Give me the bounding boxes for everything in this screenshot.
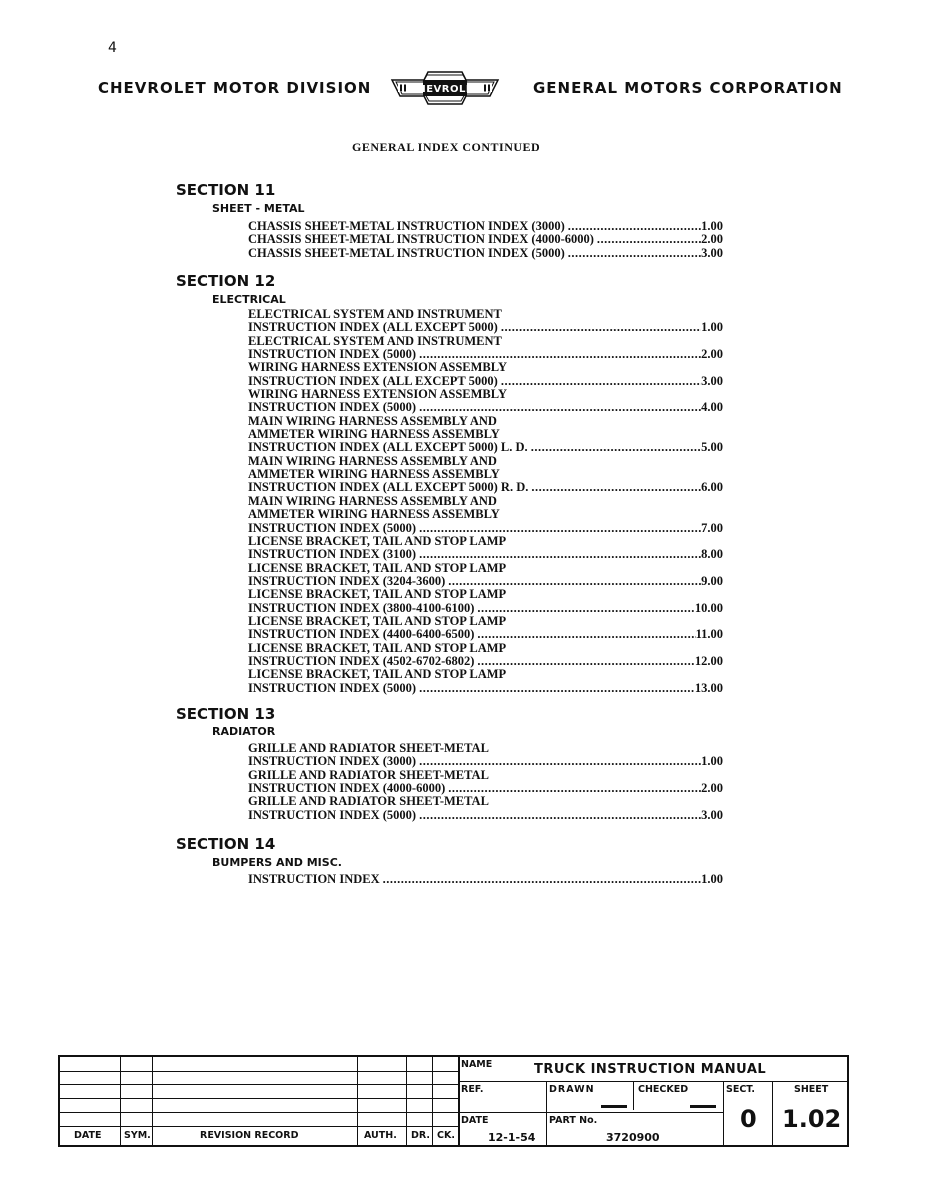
svg-text:CHEVROLET: CHEVROLET [409, 84, 481, 95]
entry-text: INSTRUCTION INDEX (ALL EXCEPT 5000) R. D. [248, 481, 529, 495]
entry-page-number: 1.00 [701, 873, 723, 886]
entry-text: ELECTRICAL SYSTEM AND INSTRUMENT [248, 308, 502, 321]
entry-text: MAIN WIRING HARNESS ASSEMBLY AND [248, 494, 497, 508]
entry-text: LICENSE BRACKET, TAIL AND STOP LAMP [248, 561, 507, 575]
dot-leader [380, 873, 702, 886]
index-entry-line [248, 742, 723, 755]
index-entry-line [248, 682, 723, 695]
dot-leader [416, 548, 701, 561]
index-entry-line [248, 642, 723, 655]
dot-leader [416, 682, 695, 695]
section-entries [248, 873, 723, 886]
dot-leader [498, 375, 701, 388]
entry-text: MAIN WIRING HARNESS ASSEMBLY AND [248, 414, 497, 428]
rev-sym-label: SYM. [124, 1130, 151, 1141]
section-title: SECTION 11 [176, 181, 276, 199]
dot-leader [474, 655, 694, 668]
entry-text: WIRING HARNESS EXTENSION ASSEMBLY [248, 361, 507, 375]
entry-text: ELECTRICAL SYSTEM AND INSTRUMENT [248, 334, 502, 348]
section-subtitle: RADIATOR [212, 725, 276, 738]
dot-leader [498, 321, 701, 334]
entry-text: INSTRUCTION INDEX (3204-3600) [248, 574, 446, 588]
rev-ck-label: CK. [437, 1130, 455, 1141]
dot-leader [474, 602, 694, 615]
entry-text: AMMETER WIRING HARNESS ASSEMBLY [248, 468, 500, 482]
index-entry-line [248, 562, 723, 575]
dot-leader [594, 233, 701, 246]
index-entry-line [248, 615, 723, 628]
entry-text: INSTRUCTION INDEX (5000) [248, 521, 417, 535]
dot-leader [445, 575, 701, 588]
entry-page-number: 9.00 [701, 574, 723, 588]
entry-text: MAIN WIRING HARNESS ASSEMBLY AND [248, 454, 497, 468]
dot-leader [528, 441, 701, 454]
entry-text: GRILLE AND RADIATOR SHEET-METAL [248, 768, 489, 782]
index-entry-line [248, 321, 723, 334]
entry-text: INSTRUCTION INDEX (ALL EXCEPT 5000) L. D. [248, 441, 528, 455]
entry-text: INSTRUCTION INDEX (3100) [248, 548, 417, 562]
index-entry-line [248, 655, 723, 668]
index-entry-line [248, 588, 723, 601]
index-entry-line [248, 575, 723, 588]
entry-text: CHASSIS SHEET-METAL INSTRUCTION INDEX (5000) [248, 246, 565, 260]
index-entry-line [248, 388, 723, 401]
index-entry-line [248, 428, 723, 441]
index-entry-line [248, 495, 723, 508]
section-title: SECTION 13 [176, 705, 276, 723]
entry-page-number: 12.00 [694, 654, 723, 668]
date-label: DATE [461, 1115, 489, 1126]
entry-page-number: 2.00 [701, 782, 723, 796]
entry-page-number: 6.00 [701, 481, 723, 495]
entry-text: LICENSE BRACKET, TAIL AND STOP LAMP [248, 614, 507, 628]
entry-page-number: 3.00 [701, 374, 723, 388]
index-entry-line [248, 628, 723, 641]
section-title: SECTION 12 [176, 272, 276, 290]
section-subtitle: BUMPERS AND MISC. [212, 856, 342, 869]
entry-text: INSTRUCTION INDEX (4502-6702-6802) [248, 654, 475, 668]
header-division: CHEVROLET MOTOR DIVISION [98, 79, 372, 97]
section-entries [248, 220, 723, 260]
index-entry-line [248, 795, 723, 808]
part-number-label: PART No. [549, 1115, 598, 1126]
section-subtitle: SHEET - METAL [212, 202, 305, 215]
entry-text: WIRING HARNESS EXTENSION ASSEMBLY [248, 388, 507, 402]
entry-text: CHASSIS SHEET-METAL INSTRUCTION INDEX (4000-6000) [248, 233, 594, 247]
chevrolet-bowtie-logo [390, 70, 500, 106]
entry-page-number: 2.00 [701, 348, 723, 362]
entry-text: INSTRUCTION INDEX (5000) [248, 401, 417, 415]
title-block [58, 1055, 849, 1147]
entry-text: INSTRUCTION INDEX (4400-6400-6500) [248, 628, 475, 642]
sheet-label: SHEET [794, 1084, 829, 1095]
index-entry-line [248, 335, 723, 348]
index-entry-line [248, 508, 723, 521]
revision-record-label: REVISION RECORD [200, 1130, 299, 1141]
sheet-value: 1.02 [782, 1105, 842, 1133]
name-label: NAME [461, 1059, 493, 1070]
rev-date-label: DATE [74, 1130, 102, 1141]
index-entry-line [248, 602, 723, 615]
entry-text: INSTRUCTION INDEX (5000) [248, 808, 417, 822]
drawn-label: DRAWN [549, 1084, 595, 1095]
entry-text: INSTRUCTION INDEX [248, 873, 380, 886]
section-subtitle: ELECTRICAL [212, 293, 286, 306]
dot-leader [565, 247, 701, 260]
index-entry-line [248, 769, 723, 782]
index-entry-line [248, 375, 723, 388]
dot-leader [416, 809, 701, 822]
entry-page-number: 5.00 [701, 441, 723, 455]
entry-text: INSTRUCTION INDEX (5000) [248, 681, 417, 695]
index-entry-line [248, 361, 723, 374]
page-number: 4 [108, 40, 117, 56]
index-entry-line [248, 233, 723, 246]
entry-page-number: 1.00 [701, 220, 723, 233]
entry-page-number: 3.00 [701, 246, 723, 260]
index-entry-line [248, 668, 723, 681]
index-entry-line [248, 548, 723, 561]
entry-text: AMMETER WIRING HARNESS ASSEMBLY [248, 428, 500, 442]
entry-text: AMMETER WIRING HARNESS ASSEMBLY [248, 508, 500, 522]
entry-text: GRILLE AND RADIATOR SHEET-METAL [248, 742, 489, 755]
sect-label: SECT. [726, 1084, 755, 1095]
index-entry-line [248, 401, 723, 414]
index-entry-line [248, 481, 723, 494]
index-entry-line [248, 455, 723, 468]
entry-text: CHASSIS SHEET-METAL INSTRUCTION INDEX (3000) [248, 220, 565, 233]
index-entry-line [248, 247, 723, 260]
index-entry-line [248, 873, 723, 886]
header-corporation: GENERAL MOTORS CORPORATION [533, 79, 843, 97]
section-entries [248, 742, 723, 822]
entry-text: INSTRUCTION INDEX (3000) [248, 755, 417, 769]
entry-text: GRILLE AND RADIATOR SHEET-METAL [248, 795, 489, 809]
entry-text: INSTRUCTION INDEX (3800-4100-6100) [248, 601, 475, 615]
index-entry-line [248, 348, 723, 361]
entry-text: INSTRUCTION INDEX (ALL EXCEPT 5000) [248, 321, 498, 335]
entry-text: LICENSE BRACKET, TAIL AND STOP LAMP [248, 668, 507, 682]
entry-text: INSTRUCTION INDEX (5000) [248, 348, 417, 362]
index-entry-line [248, 809, 723, 822]
dot-leader [565, 220, 701, 233]
entry-page-number: 13.00 [694, 681, 723, 695]
index-title: GENERAL INDEX CONTINUED [352, 140, 541, 154]
manual-name: TRUCK INSTRUCTION MANUAL [534, 1062, 767, 1077]
entry-text: LICENSE BRACKET, TAIL AND STOP LAMP [248, 588, 507, 602]
entry-page-number: 1.00 [701, 755, 723, 769]
entry-page-number: 2.00 [701, 233, 723, 247]
index-entry-line [248, 535, 723, 548]
entry-page-number: 10.00 [694, 601, 723, 615]
dot-leader [445, 782, 701, 795]
entry-page-number: 7.00 [701, 521, 723, 535]
index-entry-line [248, 522, 723, 535]
dot-leader [416, 755, 701, 768]
entry-text: INSTRUCTION INDEX (ALL EXCEPT 5000) [248, 374, 498, 388]
entry-page-number: 3.00 [701, 808, 723, 822]
entry-page-number: 11.00 [695, 628, 723, 642]
index-entry-line [248, 220, 723, 233]
sect-value: 0 [740, 1105, 757, 1133]
index-entry-line [248, 755, 723, 768]
index-entry-line [248, 441, 723, 454]
rev-auth-label: AUTH. [364, 1130, 397, 1141]
entry-page-number: 4.00 [701, 401, 723, 415]
section-title: SECTION 14 [176, 835, 276, 853]
date-value: 12-1-54 [488, 1131, 536, 1144]
entry-text: LICENSE BRACKET, TAIL AND STOP LAMP [248, 534, 507, 548]
index-entry-line [248, 308, 723, 321]
index-entry-line [248, 782, 723, 795]
ref-label: REF. [461, 1084, 484, 1095]
entry-page-number: 8.00 [701, 548, 723, 562]
dot-leader [416, 522, 701, 535]
entry-text: INSTRUCTION INDEX (4000-6000) [248, 782, 446, 796]
section-entries [248, 308, 723, 695]
entry-text: LICENSE BRACKET, TAIL AND STOP LAMP [248, 641, 507, 655]
dot-leader [416, 348, 701, 361]
checked-label: CHECKED [638, 1084, 689, 1095]
dot-leader [474, 628, 695, 641]
index-entry-line [248, 468, 723, 481]
entry-page-number: 1.00 [701, 321, 723, 335]
index-entry-line [248, 415, 723, 428]
dot-leader [416, 401, 701, 414]
dot-leader [528, 481, 701, 494]
part-number-value: 3720900 [606, 1131, 660, 1144]
rev-dr-label: DR. [411, 1130, 430, 1141]
